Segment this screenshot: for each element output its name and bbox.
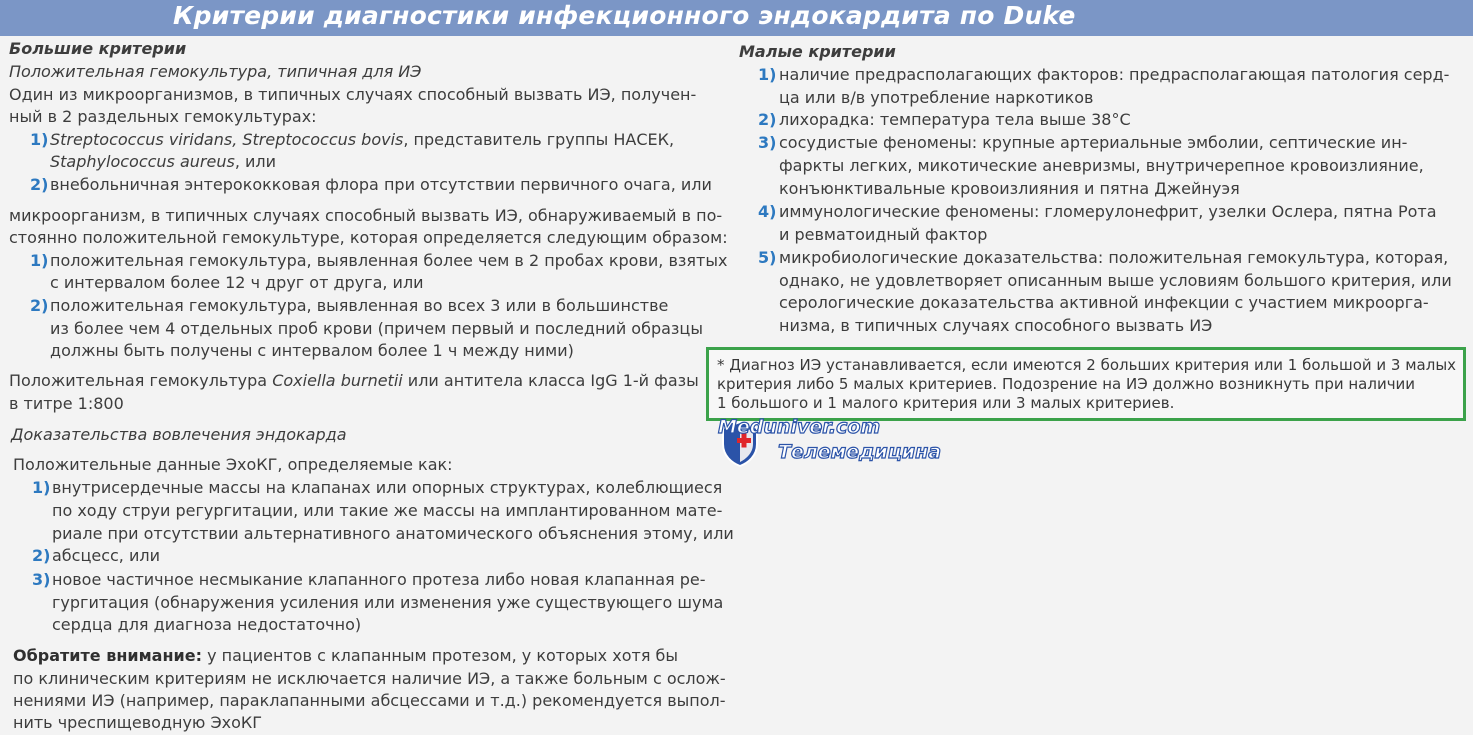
echo-item-3-line-2: гургитация (обнаружения усиления или изменения уже существующего шума xyxy=(52,593,724,612)
organism-item-1-line-1 xyxy=(50,129,674,151)
coxiella-prefix: Положительная гемокультура xyxy=(9,371,273,390)
item-number: 2) xyxy=(30,175,49,194)
organism-item-1-rest: , представитель группы НАСЕК, xyxy=(403,130,675,149)
note-line-1: * Диагноз ИЭ устанавливается, если имеются 2 больших критерия или 1 большой и 3 малых xyxy=(717,356,1457,374)
echo-item-1-line-2: по ходу струи регургитации, или такие же массы на имплантированном мате- xyxy=(52,501,723,520)
staph-italic: Staphylococcus aureus xyxy=(50,152,235,171)
echo-item-2: абсцесс, или xyxy=(52,546,160,565)
item-number: 2) xyxy=(30,296,49,315)
micro-line-1: микроорганизм, в типичных случаях способный вызвать ИЭ, обнаруживаемый в по- xyxy=(9,206,723,225)
minor-heading: Малые критерии xyxy=(739,42,896,61)
intro-line-1: Один из микроорганизмов, в типичных случаях способный вызвать ИЭ, получен- xyxy=(9,85,697,104)
echo-intro: Положительные данные ЭхоКГ, определяемые как: xyxy=(13,455,453,474)
minor-item-2: лихорадка: температура тела выше 38°C xyxy=(779,110,1131,129)
item-number: 5) xyxy=(758,248,777,267)
minor-item-5-line-4: низма, в типичных случаях способного вызвать ИЭ xyxy=(779,316,1213,335)
minor-item-5-line-2: однако, не удовлетворяет описанным выше условиям большого критерия, или xyxy=(779,271,1452,290)
minor-item-3-line-1: сосудистые феномены: крупные артериальные эмболии, септические ин- xyxy=(779,133,1408,152)
item-number: 2) xyxy=(32,546,51,565)
minor-item-5-line-1: микробиологические доказательства: положительная гемокультура, которая, xyxy=(779,248,1449,267)
micro-line-2: стоянно положительной гемокультуре, которая определяется следующим образом: xyxy=(9,228,728,247)
blood-culture-subheading: Положительная гемокультура, типичная для ИЭ xyxy=(9,62,422,81)
organism-item-1-line-2 xyxy=(50,151,276,173)
attention-line-4: нить чреспищеводную ЭхоКГ xyxy=(13,713,263,732)
echo-item-3-line-3: сердца для диагноза недостаточно) xyxy=(52,615,362,634)
minor-item-1-line-2: ца или в/в употребление наркотиков xyxy=(779,88,1094,107)
echo-item-1-line-1: внутрисердечные массы на клапанах или опорных структурах, колеблющиеся xyxy=(52,478,723,497)
attention-line-3: нениями ИЭ (например, параклапанными абсцессами и т.д.) рекомендуется выпол- xyxy=(13,691,726,710)
item-number: 1) xyxy=(758,65,777,84)
micro-item-2-line-3: должны быть получены с интервалом более 1 ч между ними) xyxy=(50,341,574,360)
item-number: 1) xyxy=(32,478,51,497)
coxiella-line-2: в титре 1:800 xyxy=(9,394,124,413)
item-number: 1) xyxy=(30,130,49,149)
minor-item-4-line-1: иммунологические феномены: гломерулонефрит, узелки Ослера, пятна Рота xyxy=(779,202,1437,221)
note-line-3: 1 большого и 1 малого критерия или 3 малых критериев. xyxy=(717,394,1175,412)
item-number: 2) xyxy=(758,110,777,129)
micro-item-1-line-1: положительная гемокультура, выявленная более чем в 2 пробах крови, взятых xyxy=(50,251,728,270)
coxiella-italic: Coxiella burnetii xyxy=(272,371,403,390)
item-number: 3) xyxy=(758,133,777,152)
micro-item-1-line-2: с интервалом более 12 ч друг от друга, или xyxy=(50,273,424,292)
title-bar xyxy=(0,0,1473,36)
major-heading: Большие критерии xyxy=(9,39,187,58)
minor-item-1-line-1: наличие предрасполагающих факторов: предрасполагающая патология серд- xyxy=(779,65,1450,84)
organism-item-2: внебольничная энтерококковая флора при отсутствии первичного очага, или xyxy=(50,175,712,194)
micro-item-2-line-1: положительная гемокультура, выявленная во всех 3 или в большинстве xyxy=(50,296,669,315)
watermark-service: Телемедицина xyxy=(778,441,942,463)
minor-item-3-line-2: фаркты легких, микотические аневризмы, внутричерепное кровоизлияние, xyxy=(779,156,1424,175)
attention-line-2: по клиническим критериям не исключается наличие ИЭ, а также больным с ослож- xyxy=(13,669,726,688)
page-title: Критерии диагностики инфекционного эндокардита по Duke xyxy=(173,1,1076,30)
organism-item-1-line-2-rest: , или xyxy=(234,152,277,171)
note-line-2: критерия либо 5 малых критериев. Подозрение на ИЭ должно возникнуть при наличии xyxy=(717,375,1416,393)
minor-item-4-line-2: и ревматоидный фактор xyxy=(779,225,988,244)
echo-item-1-line-3: риале при отсутствии альтернативного анатомического объяснения этому, или xyxy=(52,524,734,543)
attention-label: Обратите внимание: xyxy=(13,646,202,665)
organism-names-italic: Streptococcus viridans, Streptococcus bovis xyxy=(50,130,404,149)
endocardium-subheading: Доказательства вовлечения эндокарда xyxy=(11,425,347,444)
minor-item-5-line-3: серологические доказательства активной инфекции с участием микроорга- xyxy=(779,293,1429,312)
intro-line-2: ный в 2 раздельных гемокультурах: xyxy=(9,107,317,126)
echo-item-3-line-1: новое частичное несмыкание клапанного протеза либо новая клапанная ре- xyxy=(52,570,706,589)
attention-line-1-rest: у пациентов с клапанным протезом, у которых хотя бы xyxy=(201,646,679,665)
micro-item-2-line-2: из более чем 4 отдельных проб крови (причем первый и последний образцы xyxy=(50,319,703,338)
watermark-site: Meduniver.com xyxy=(718,416,881,438)
coxiella-line-1 xyxy=(9,370,699,392)
attention-line-1 xyxy=(13,645,678,667)
coxiella-suffix: или антитела класса IgG 1-й фазы xyxy=(402,371,699,390)
item-number: 3) xyxy=(32,570,51,589)
item-number: 1) xyxy=(30,251,49,270)
minor-item-3-line-3: конъюнктивальные кровоизлияния и пятна Джейнуэя xyxy=(779,179,1240,198)
diagnosis-note-box xyxy=(706,347,1466,421)
item-number: 4) xyxy=(758,202,777,221)
